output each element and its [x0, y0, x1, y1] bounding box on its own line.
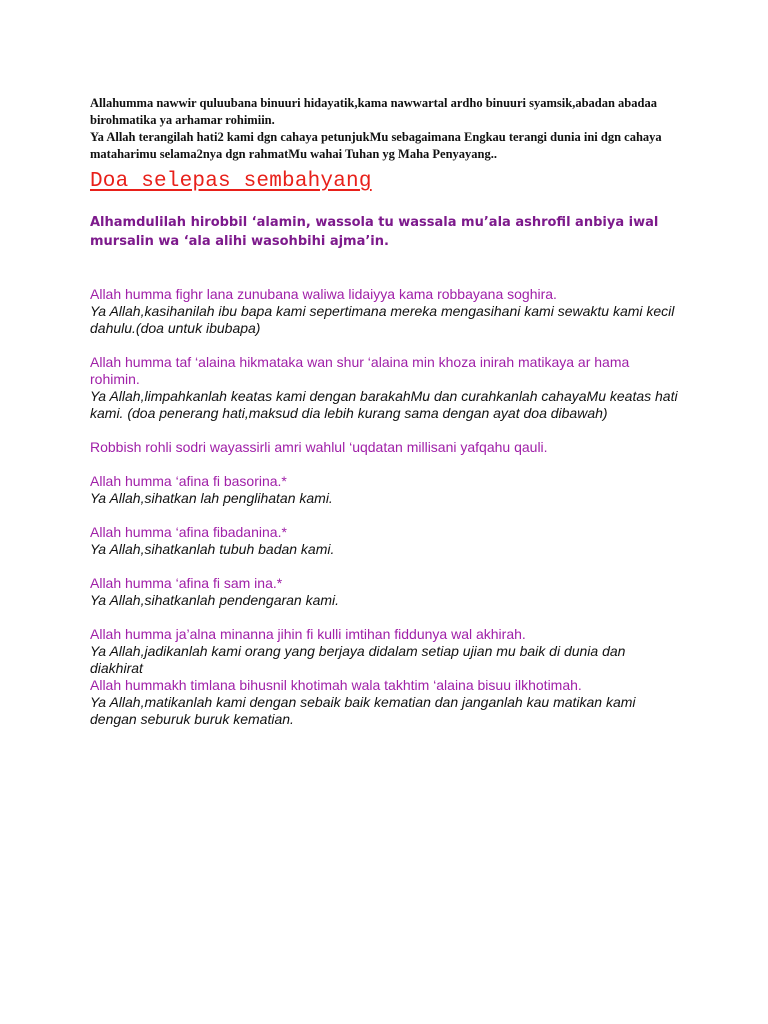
prayer-transliteration: Allah humma ja’alna minanna jihin fi kulli imtihan fiddunya wal akhirah.	[90, 626, 526, 642]
prayer-item	[90, 626, 680, 677]
prayer-translation: Ya Allah,matikanlah kami dengan sebaik baik kematian dan janganlah kau matikan kami dengan seburuk buruk kematian.	[90, 694, 636, 727]
alhamdulilah-opening: Alhamdulilah hirobbil ‘alamin, wassola tu wassala mu’ala ashrofil anbiya iwal mursalin wa ‘ala alihi wasohbihi ajma’in.	[90, 215, 659, 249]
prayer-item	[90, 677, 680, 728]
prayer-item	[90, 575, 680, 609]
prayer-item	[90, 286, 680, 337]
prayer-transliteration: Allah humma taf ‘alaina hikmataka wan shur ‘alaina min khoza inirah matikaya ar hama rohimin.	[90, 354, 630, 387]
prayer-item	[90, 473, 680, 507]
prayer-translation: Ya Allah,kasihanilah ibu bapa kami sepertimana mereka mengasihani kami sewaktu kami kecil dahulu.(doa untuk ibubapa)	[90, 303, 675, 336]
prayer-transliteration: Allah humma fighr lana zunubana waliwa lidaiyya kama robbayana soghira.	[90, 286, 557, 302]
prayer-item	[90, 524, 680, 558]
prayer-transliteration: Allah humma ‘afina fibadanina.*	[90, 524, 287, 540]
intro-arabic-transliteration: Allahumma nawwir quluubana binuuri hidayatik,kama nawwartal ardho binuuri syamsik,abadan abadaa birohmatika ya arhamar rohimiin.	[90, 96, 657, 127]
prayer-item	[90, 354, 680, 422]
prayer-translation: Ya Allah,sihatkanlah tubuh badan kami.	[90, 541, 335, 557]
prayer-item	[90, 439, 680, 456]
intro-prayer	[90, 95, 710, 163]
prayer-transliteration: Robbish rohli sodri wayassirli amri wahlul ‘uqdatan millisani yafqahu qauli.	[90, 439, 548, 455]
prayer-translation: Ya Allah,sihatkanlah pendengaran kami.	[90, 592, 340, 608]
prayer-list	[90, 286, 680, 728]
prayer-transliteration: Allah hummakh timlana bihusnil khotimah wala takhtim ‘alaina bisuu ilkhotimah.	[90, 677, 582, 693]
prayer-transliteration: Allah humma ‘afina fi basorina.*	[90, 473, 287, 489]
section-title: Doa selepas sembahyang	[90, 170, 372, 193]
prayer-translation: Ya Allah,jadikanlah kami orang yang berjaya didalam setiap ujian mu baik di dunia dan diakhirat	[90, 643, 626, 676]
prayer-transliteration: Allah humma ‘afina fi sam ina.*	[90, 575, 283, 591]
prayer-translation: Ya Allah,sihatkan lah penglihatan kami.	[90, 490, 333, 506]
intro-malay-translation: Ya Allah terangilah hati2 kami dgn cahaya petunjukMu sebagaimana Engkau terangi dunia ini dgn cahaya mataharimu selama2nya dgn rahmatMu wahai Tuhan yg Maha Penyayang..	[90, 130, 662, 161]
prayer-translation: Ya Allah,limpahkanlah keatas kami dengan barakahMu dan curahkanlah cahayaMu keatas hati kami. (doa penerang hati,maksud dia lebih kurang sama dengan ayat doa dibawah)	[90, 388, 678, 421]
